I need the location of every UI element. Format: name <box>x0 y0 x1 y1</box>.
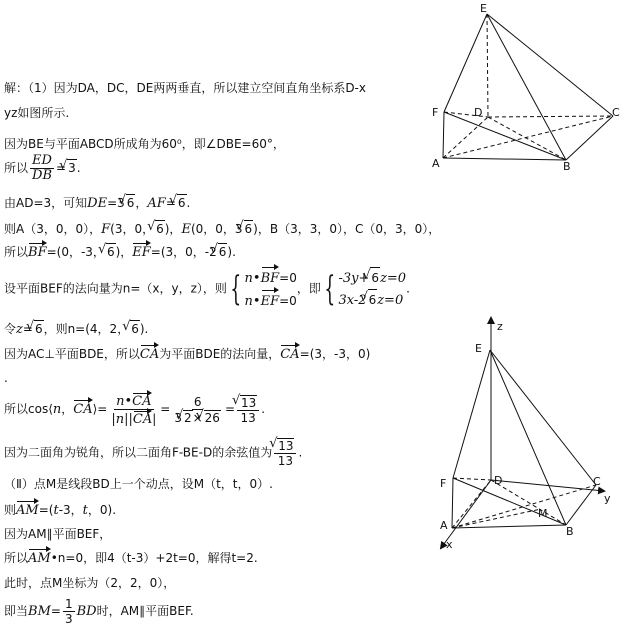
label-A: A <box>432 157 440 170</box>
label-A2: A <box>440 519 448 532</box>
label-x: x <box>446 538 453 551</box>
solution-line-18: 此时，点M坐标为（2，2，0）， <box>4 576 176 590</box>
label-E2: E <box>475 342 482 355</box>
solution-line-14: （Ⅱ）点M是线段BD上一个动点，设M（t，t，0）. <box>4 477 273 491</box>
solution-line-13: 因为二面角为锐角，所以二面角F-BE-D的余弦值为 √ $\frac{13}{13}$ . <box>4 438 302 468</box>
fraction-ed-db: $\frac{ED}{DB}$ <box>32 153 52 183</box>
label-C2: C <box>593 475 601 488</box>
label-B: B <box>563 160 571 173</box>
label-F2: F <box>440 477 447 490</box>
label-D: D <box>474 106 483 119</box>
solution-line-8: 设平面BEF的法向量为n=（x，y，z），则 { n•BF=0 n•EF=0 ，即 { -3y+√ 6z=0 3x-2√ 6z=0 . <box>4 266 410 312</box>
solution-line-5: 由AD=3，可知DE=3√ 6，AF=√ 6. <box>4 194 190 212</box>
solution-line-19: 即当BM= $\frac{1}{3}$ BD时，AM∥平面BEF. <box>4 597 194 626</box>
label-D2: D <box>494 474 503 487</box>
solution-line-1: 解：（1）因为DA，DC，DE两两垂直，所以建立空间直角坐标系D-x <box>4 81 366 95</box>
label-y: y <box>604 492 611 505</box>
solution-line-2: yz如图所示. <box>4 106 70 120</box>
equation-system-2: -3y+√ 6z=0 3x-2√ 6z=0 <box>339 267 407 311</box>
label-C: C <box>612 106 620 119</box>
fraction-answer: √ $\frac{13}{13}$ <box>274 438 296 468</box>
label-z: z <box>497 320 503 333</box>
solution-line-15: 则AM=(t-3，t，0). <box>4 500 116 519</box>
solution-line-12: 所以cos⟨n，CA⟩= $\frac{n•CA}{|n||CA|}$ = $\frac{6}{3√ 2\times√ 26}$ = √ $\frac{13}{13}$ . <box>4 392 265 427</box>
label-E: E <box>480 2 487 15</box>
solution-line-3: 因为BE与平面ABCD所成角为60⁰，即∠DBE=60°， <box>4 137 285 151</box>
solution-line-6: 则A（3，0，0），F(3，0，√ 6)，E(0，0，3√ 6)，B（3，3，0），C（0，3，0）， <box>4 220 440 238</box>
solution-line-16: 因为AM∥平面BEF， <box>4 527 112 541</box>
solution-line-10: 因为AC⊥平面BDE，所以CA为平面BDE的法向量，CA=(3，-3，0) <box>4 344 370 363</box>
label-F: F <box>432 106 439 119</box>
solution-line-9: 令z=√ 6，则n=(4，2，√ 6). <box>4 320 148 338</box>
solution-line-17: 所以AM•n=0，即4（t-3）+2t=0，解得t=2. <box>4 548 258 567</box>
fraction-6-over: $\frac{6}{3√ 2\times√ 26}$ <box>172 395 223 425</box>
label-B2: B <box>566 525 574 538</box>
solution-line-11: . <box>4 371 8 385</box>
fraction-sqrt13-13: √ $\frac{13}{13}$ <box>237 395 259 425</box>
equation-system-1: n•BF=0 n•EF=0 <box>245 266 297 312</box>
fraction-cos: $\frac{n•CA}{|n||CA|}$ <box>111 394 157 427</box>
solution-line-4: 所以 $\frac{ED}{DB}$ =√ 3. <box>4 154 81 183</box>
solution-line-7: 所以BF=(0，-3，√ 6)，EF=(3，0，-2√ 6). <box>4 242 236 261</box>
label-M2: M <box>538 507 548 520</box>
fraction-1-3: $\frac{1}{3}$ <box>64 597 73 626</box>
